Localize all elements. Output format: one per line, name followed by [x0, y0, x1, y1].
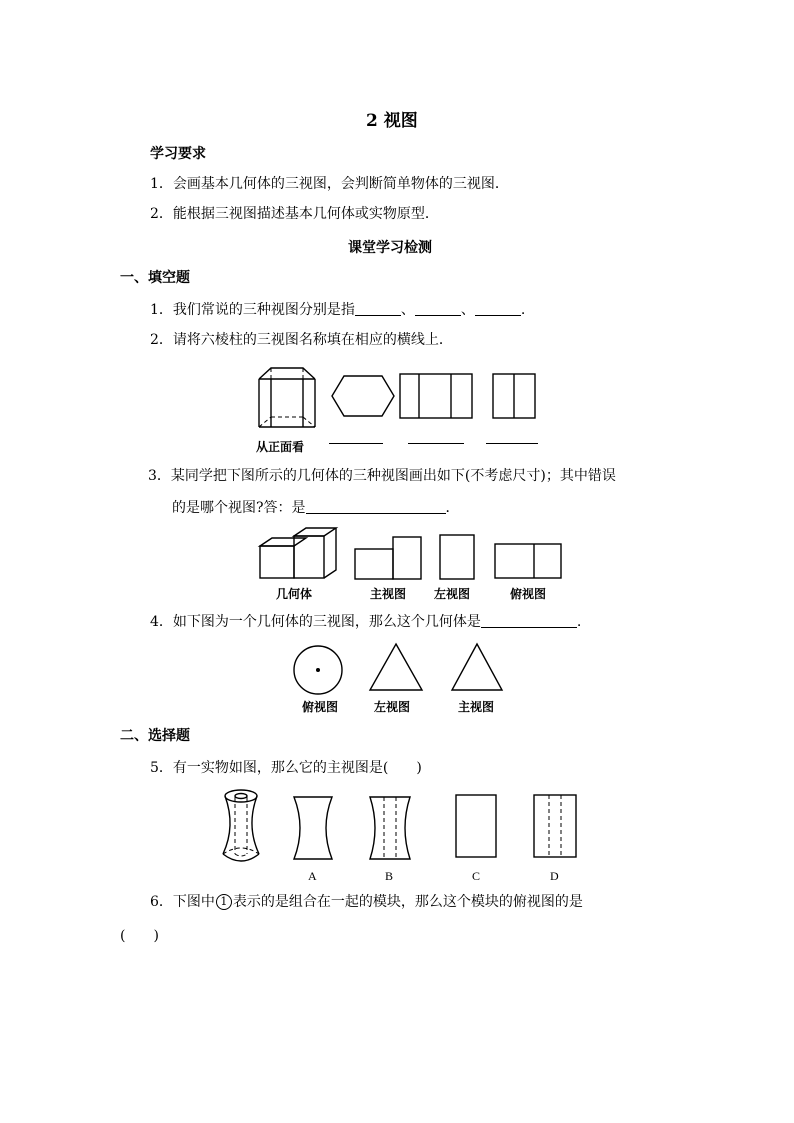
circled-number: 1	[216, 894, 232, 910]
caption-top-view: 俯视图	[510, 587, 547, 601]
answer-blank-2[interactable]	[415, 301, 461, 316]
question-5: 5．有一实物如图，那么它的主视图是( )	[150, 760, 422, 776]
caption-top-view-q4: 俯视图	[302, 700, 339, 714]
question-4	[150, 612, 581, 632]
separator: 、	[400, 302, 415, 318]
answer-line-view-3[interactable]	[486, 443, 538, 444]
option-a-label[interactable]: A	[308, 869, 317, 883]
caption-front-view: 主视图	[370, 587, 407, 601]
question-6	[150, 892, 583, 912]
question-6-suffix: 表示的是组合在一起的模块，那么这个模块的俯视图的是	[232, 894, 583, 910]
option-a-figure	[292, 795, 334, 861]
hexagonal-prism-figure	[255, 365, 325, 437]
hexagon-view	[330, 374, 396, 418]
composite-solid-figure	[258, 526, 340, 580]
answer-blank-q3[interactable]	[306, 499, 446, 514]
question-3-text: 的是哪个视图?答：是	[172, 500, 306, 516]
option-d-figure	[533, 794, 577, 858]
section-title: 课堂学习检测	[348, 240, 432, 256]
answer-blank-q4[interactable]	[481, 613, 577, 628]
option-b-label[interactable]: B	[385, 869, 394, 883]
caption-left-view: 左视图	[434, 587, 471, 601]
option-c-figure	[455, 794, 497, 858]
requirements-heading: 学习要求	[150, 146, 206, 162]
question-3-line-1: 3．某同学把下图所示的几何体的三种视图画出如下(不考虑尺寸)；其中错误	[148, 468, 616, 484]
caption-solid: 几何体	[276, 587, 313, 601]
answer-blank-1[interactable]	[355, 301, 401, 316]
question-end: .	[520, 302, 526, 318]
question-end: .	[576, 614, 582, 630]
question-6-prefix: 6．下图中	[150, 894, 215, 910]
part2-heading: 二、选择题	[120, 728, 190, 744]
question-6-answer-brackets[interactable]: ( )	[120, 928, 159, 944]
question-end: ．	[445, 500, 460, 516]
part1-heading: 一、填空题	[120, 270, 190, 286]
top-view-figure	[494, 543, 562, 579]
answer-line-view-2[interactable]	[408, 443, 464, 444]
triangle-front-view	[450, 642, 504, 692]
separator: 、	[460, 302, 475, 318]
three-panel-rect-view	[399, 373, 473, 419]
prism-caption: 从正面看	[256, 440, 305, 454]
option-c-label[interactable]: C	[472, 869, 481, 883]
option-b-figure	[368, 795, 412, 861]
front-view-figure	[354, 536, 422, 580]
circle-top-view	[292, 644, 344, 696]
question-1-text: 1．我们常说的三种视图分别是指	[150, 302, 355, 318]
question-2: 2．请将六棱柱的三视图名称填在相应的横线上．	[150, 332, 453, 348]
answer-line-view-1[interactable]	[329, 443, 383, 444]
triangle-left-view	[368, 642, 424, 692]
question-1	[150, 300, 525, 320]
caption-front-view-q4: 主视图	[458, 700, 495, 714]
requirement-item-1: 1．会画基本几何体的三视图，会判断简单物体的三视图．	[150, 176, 509, 192]
hollow-object-figure	[218, 788, 264, 866]
left-view-figure	[439, 534, 475, 580]
caption-left-view-q4: 左视图	[374, 700, 411, 714]
question-4-text: 4．如下图为一个几何体的三视图，那么这个几何体是	[150, 614, 481, 630]
requirement-item-2: 2．能根据三视图描述基本几何体或实物原型．	[150, 206, 439, 222]
question-3-line-2	[172, 498, 460, 518]
option-d-label[interactable]: D	[550, 869, 559, 883]
answer-blank-3[interactable]	[475, 301, 521, 316]
two-panel-rect-view	[492, 373, 536, 419]
page-title: 2 视图	[366, 111, 418, 131]
